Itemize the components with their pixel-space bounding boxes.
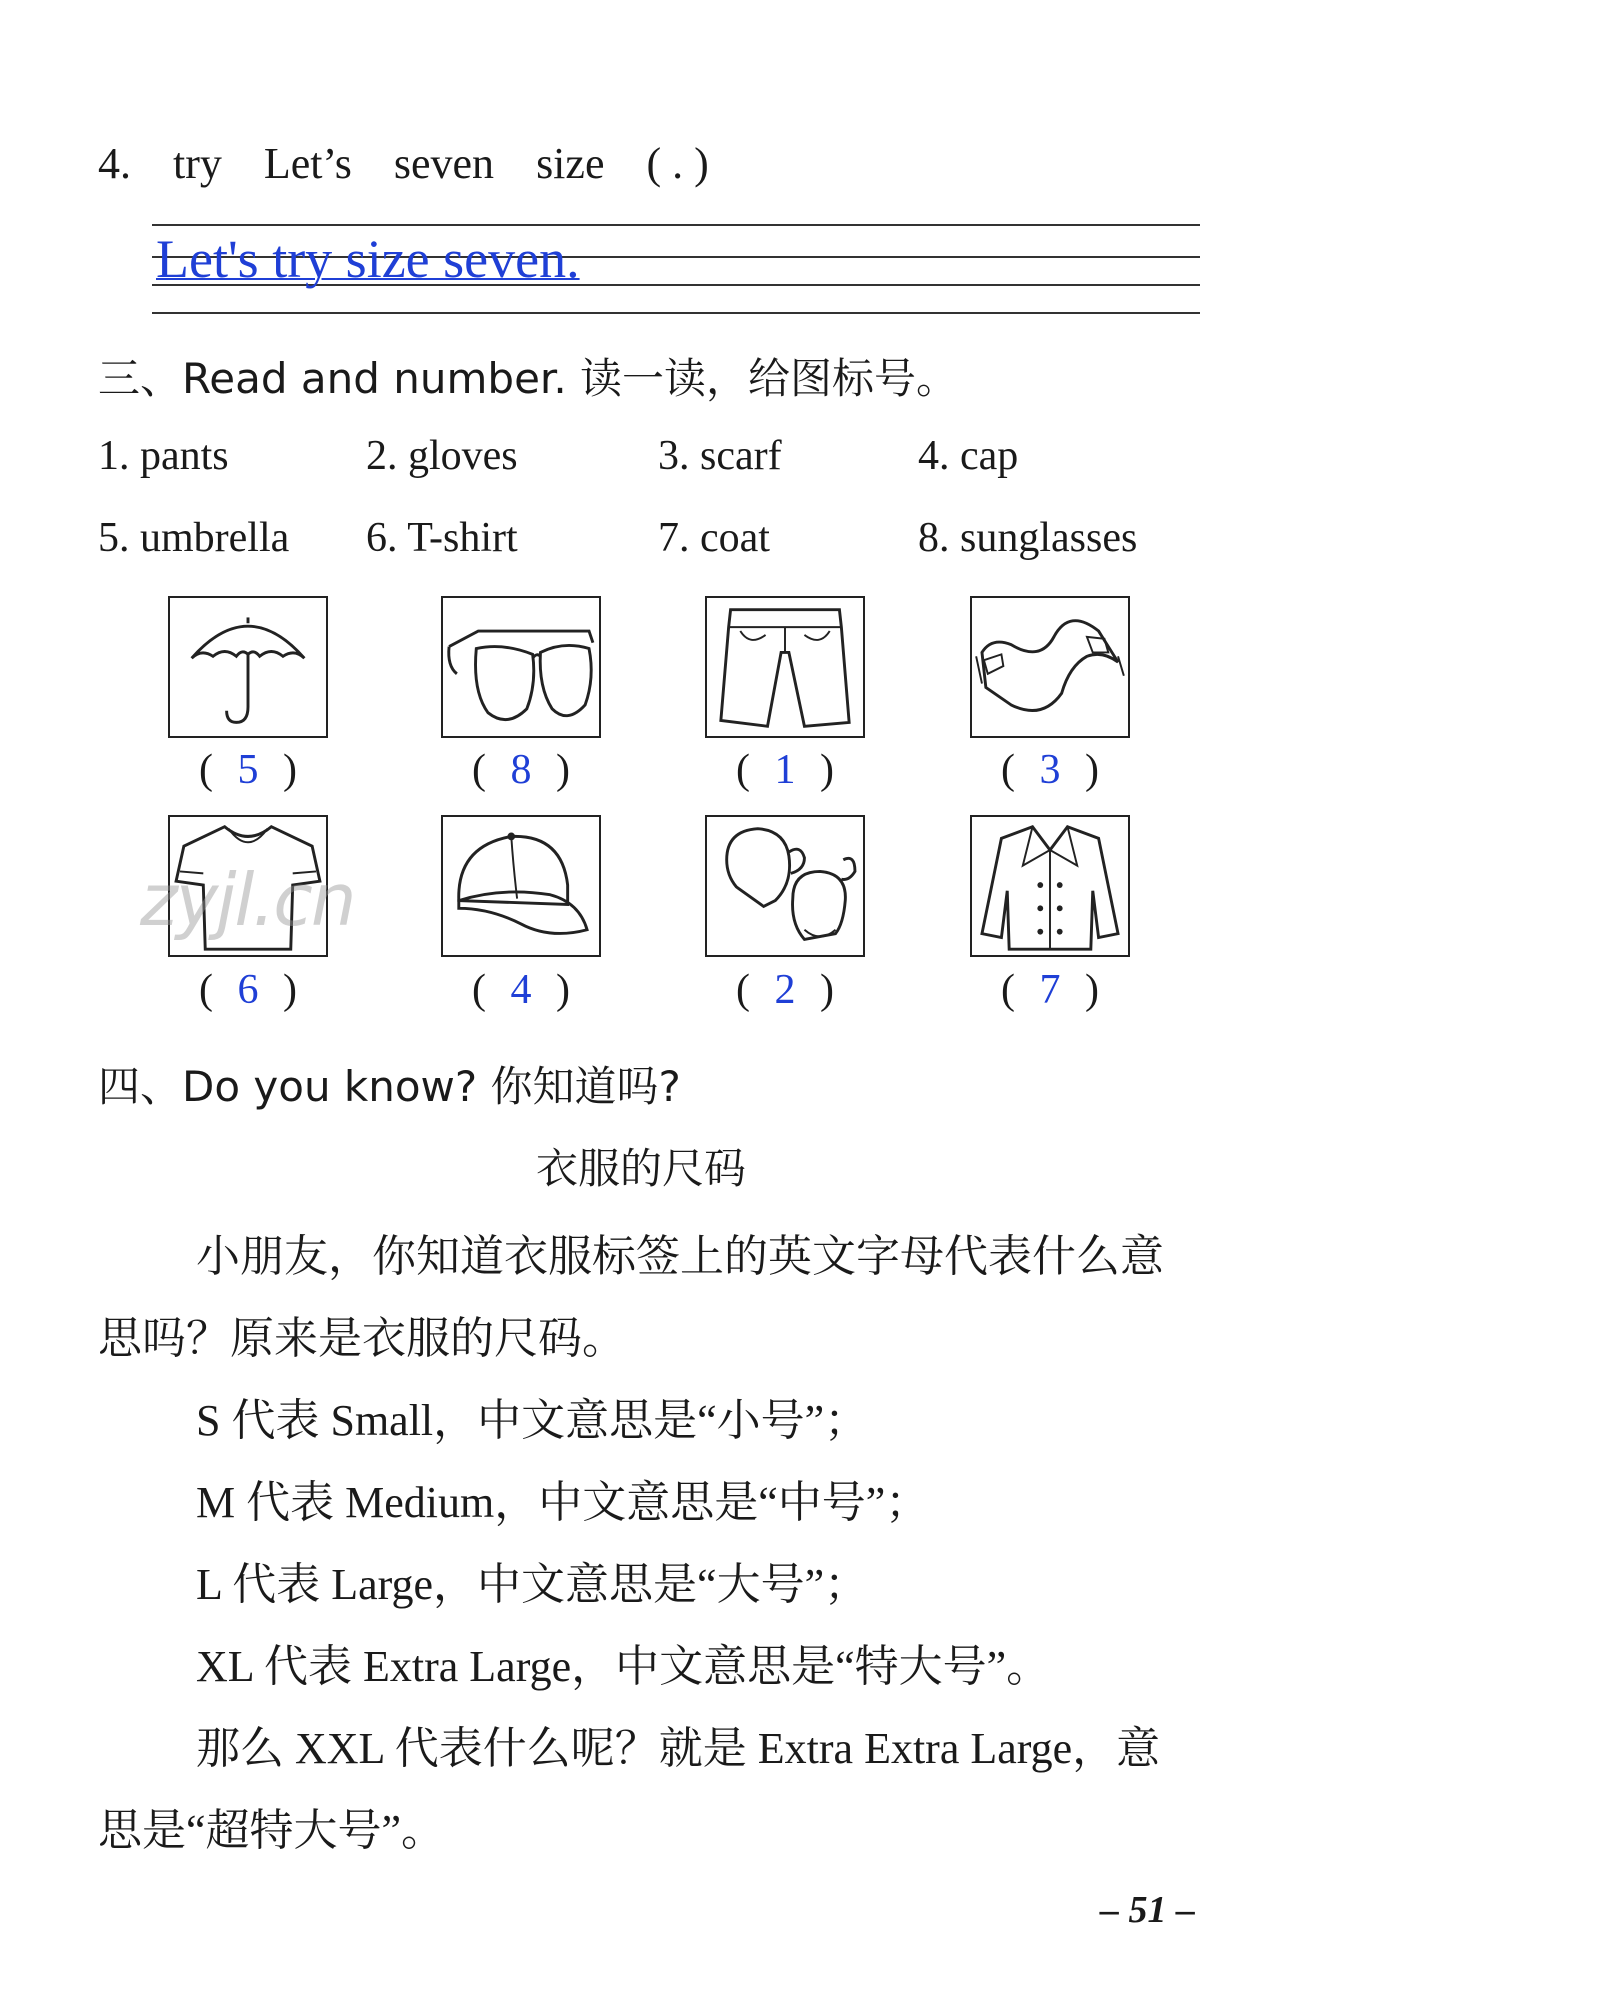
writing-line-top xyxy=(152,224,1200,226)
vocab-item-1: 1. pants xyxy=(98,433,229,479)
section3-heading: 三、Read and number. 读一读，给图标号。 xyxy=(98,354,959,403)
size-s-line: S 代表 Small，中文意思是“小号”； xyxy=(196,1396,869,1445)
sunglasses-icon xyxy=(443,598,599,736)
article-title: 衣服的尺码 xyxy=(536,1144,747,1193)
q4-number: 4. xyxy=(98,139,131,188)
umbrella-icon xyxy=(170,598,326,736)
section4-heading: 四、Do you know? 你知道吗? xyxy=(98,1062,681,1111)
coat-icon xyxy=(972,817,1128,955)
answer-slot-gloves[interactable]: ( 2 ) xyxy=(736,967,834,1013)
answer-slot-pants[interactable]: ( 1 ) xyxy=(736,747,834,793)
answer-value: 3 xyxy=(1039,747,1061,793)
q4-word-2: Let’s xyxy=(263,139,352,188)
paragraph-1-line-2: 思吗？原来是衣服的尺码。 xyxy=(98,1314,626,1363)
answer-value: 5 xyxy=(237,747,259,793)
vocab-item-2: 2. gloves xyxy=(366,433,518,479)
vocab-item-7: 7. coat xyxy=(658,515,770,561)
vocab-item-8: 8. sunglasses xyxy=(918,515,1138,561)
size-xl-line: XL 代表 Extra Large，中文意思是“特大号”。 xyxy=(196,1642,1051,1691)
cap-icon xyxy=(443,817,599,955)
answer-value: 4 xyxy=(510,967,532,1013)
q4-scrambled-words xyxy=(98,138,751,189)
answer-value: 7 xyxy=(1039,967,1061,1013)
vocab-item-5: 5. umbrella xyxy=(98,515,290,561)
answer-value: 2 xyxy=(774,967,796,1013)
q4-punct: ( . ) xyxy=(646,139,709,188)
picture-coat xyxy=(970,815,1130,957)
vocab-item-6: 6. T-shirt xyxy=(366,515,518,561)
answer-slot-coat[interactable]: ( 7 ) xyxy=(1001,967,1099,1013)
q4-answer[interactable]: Let's try size seven. xyxy=(156,229,580,289)
watermark: zyjl.cn xyxy=(140,858,355,942)
answer-value: 8 xyxy=(510,747,532,793)
gloves-icon xyxy=(707,817,863,955)
scarf-icon xyxy=(972,598,1128,736)
size-xxl-line-2: 思是“超特大号”。 xyxy=(98,1806,446,1855)
answer-slot-sunglasses[interactable]: ( 8 ) xyxy=(472,747,570,793)
answer-slot-t-shirt[interactable]: ( 6 ) xyxy=(199,967,297,1013)
answer-value: 6 xyxy=(237,967,259,1013)
answer-slot-umbrella[interactable]: ( 5 ) xyxy=(199,747,297,793)
picture-cap xyxy=(441,815,601,957)
picture-pants xyxy=(705,596,865,738)
answer-value: 1 xyxy=(774,747,796,793)
size-m-line: M 代表 Medium，中文意思是“中号”； xyxy=(196,1478,930,1527)
q4-word-1: try xyxy=(173,139,222,188)
picture-umbrella xyxy=(168,596,328,738)
writing-line-bottom xyxy=(152,312,1200,314)
size-xxl-line-1: 那么 XXL 代表什么呢？就是 Extra Extra Large，意 xyxy=(196,1724,1161,1773)
picture-gloves xyxy=(705,815,865,957)
picture-scarf xyxy=(970,596,1130,738)
vocab-item-3: 3. scarf xyxy=(658,433,782,479)
answer-slot-scarf[interactable]: ( 3 ) xyxy=(1001,747,1099,793)
page-number: – 51 – xyxy=(1100,1889,1195,1931)
paragraph-1-line-1: 小朋友，你知道衣服标签上的英文字母代表什么意 xyxy=(196,1232,1164,1281)
pants-icon xyxy=(707,598,863,736)
q4-word-4: size xyxy=(536,139,605,188)
picture-sunglasses xyxy=(441,596,601,738)
answer-slot-cap[interactable]: ( 4 ) xyxy=(472,967,570,1013)
q4-word-3: seven xyxy=(393,139,495,188)
vocab-item-4: 4. cap xyxy=(918,433,1019,479)
size-l-line: L 代表 Large，中文意思是“大号”； xyxy=(196,1560,869,1609)
